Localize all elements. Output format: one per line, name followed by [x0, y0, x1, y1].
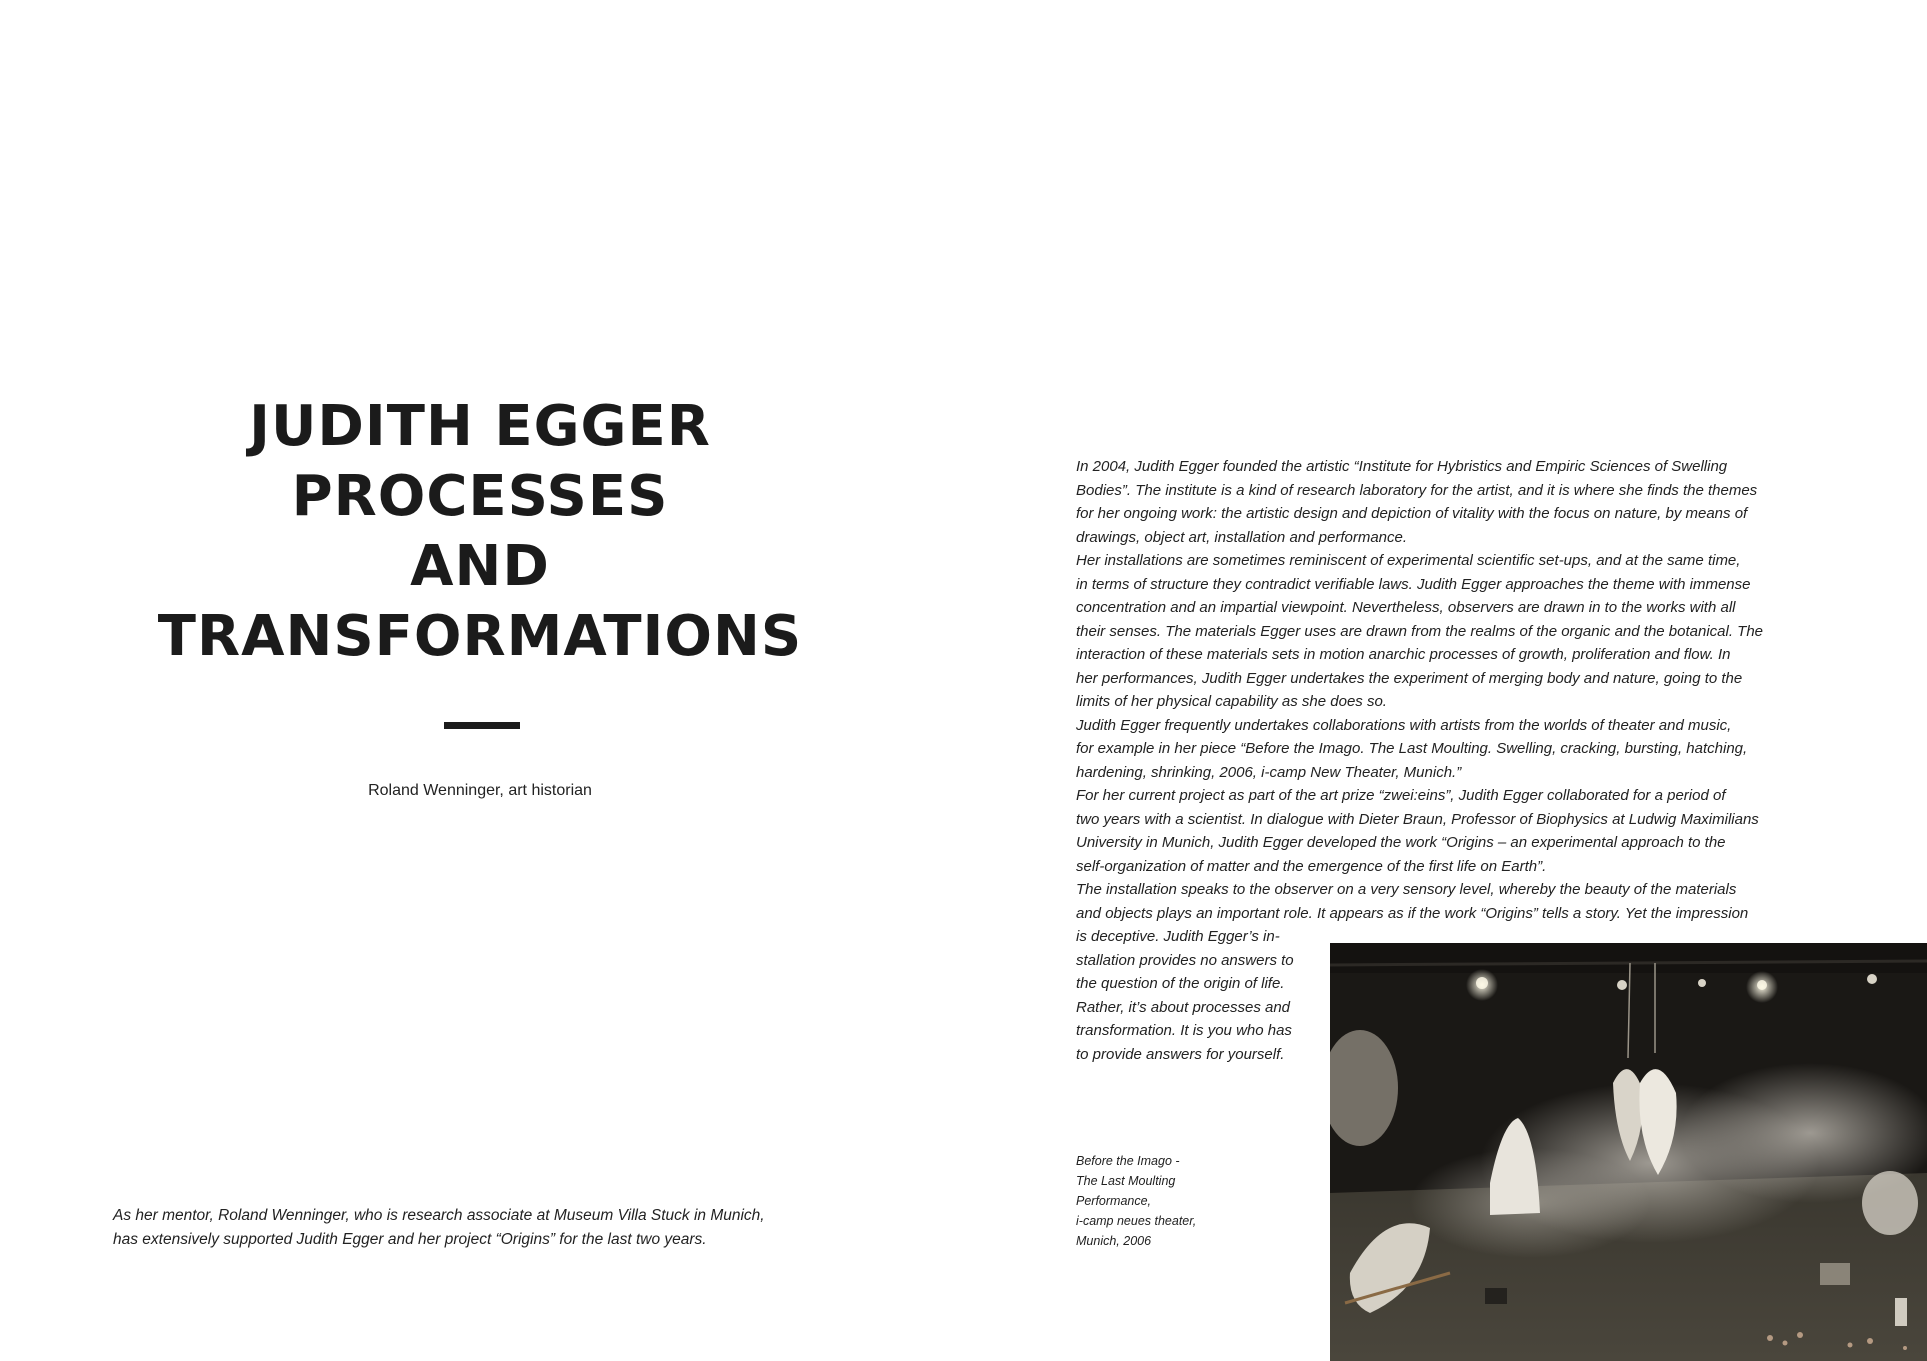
- body-line: her performances, Judith Egger undertakes the experiment of merging body and nature, going to the: [1076, 669, 1743, 687]
- body-line: for her ongoing work: the artistic design and depiction of vitality with the focus on nature, by means of: [1076, 505, 1748, 522]
- body-line: limits of her physical capability as she does so.: [1076, 693, 1387, 710]
- body-line: concentration and an impartial viewpoint. Nevertheless, observers are drawn in to the works with all: [1076, 599, 1736, 616]
- mentor-note: [113, 1204, 813, 1252]
- title-line-1: JUDITH EGGER: [249, 394, 711, 459]
- title-line-4: TRANSFORMATIONS: [157, 604, 803, 669]
- body-line: Rather, it’s about processes and: [1076, 998, 1291, 1016]
- caption-line: Performance,: [1076, 1194, 1152, 1208]
- body-line: self-organization of matter and the emergence of the first life on Earth”.: [1076, 857, 1547, 875]
- body-line: In 2004, Judith Egger founded the artistic “Institute for Hybristics and Empiric Sciences of Swelling: [1076, 458, 1728, 475]
- body-line: their senses. The materials Egger uses are drawn from the realms of the organic and the botanical. The: [1076, 622, 1764, 640]
- body-line: The installation speaks to the observer on a very sensory level, whereby the beauty of the materials: [1076, 881, 1737, 898]
- body-line: interaction of these materials sets in motion anarchic processes of growth, proliferation and flow. In: [1076, 646, 1731, 663]
- body-line: drawings, object art, installation and performance.: [1076, 528, 1408, 546]
- title-line-2: PROCESSES: [291, 464, 669, 529]
- mentor-note-line: has extensively supported Judith Egger and her project “Origins” for the last two years.: [113, 1231, 707, 1248]
- article-title: [150, 392, 810, 672]
- body-line: Bodies”. The institute is a kind of research laboratory for the artist, and it is where she finds the themes: [1076, 481, 1758, 499]
- author-byline: Roland Wenninger, art historian: [368, 782, 592, 799]
- body-line: stallation provides no answers to: [1076, 951, 1294, 969]
- body-line: to provide answers for yourself.: [1076, 1045, 1285, 1063]
- body-line: University in Munich, Judith Egger developed the work “Origins – an experimental approach to the: [1076, 834, 1726, 851]
- caption-line: The Last Moulting: [1076, 1174, 1176, 1188]
- body-line: and objects plays an important role. It appears as if the work “Origins” tells a story. Yet the impression: [1076, 904, 1749, 922]
- body-line: hardening, shrinking, 2006, i-camp New Theater, Munich.”: [1076, 763, 1462, 781]
- caption-line: Before the Imago -: [1076, 1154, 1180, 1168]
- photo-caption: [1076, 1151, 1266, 1251]
- body-line: For her current project as part of the art prize “zwei:eins”, Judith Egger collaborated for a period of: [1076, 787, 1726, 804]
- caption-line: i-camp neues theater,: [1076, 1214, 1197, 1228]
- caption-line: Munich, 2006: [1076, 1234, 1152, 1248]
- body-line: in terms of structure they contradict verifiable laws. Judith Egger approaches the theme with immense: [1076, 575, 1751, 593]
- stage-performance-photo: [1330, 943, 1927, 1361]
- body-line: Judith Egger frequently undertakes collaborations with artists from the worlds of theater and music,: [1076, 716, 1732, 734]
- body-line: the question of the origin of life.: [1076, 975, 1285, 992]
- body-line: Her installations are sometimes reminiscent of experimental scientific set-ups, and at the same time,: [1076, 552, 1741, 569]
- body-line: for example in her piece “Before the Imago. The Last Moulting. Swelling, cracking, bursting, hatching,: [1076, 740, 1748, 757]
- mentor-note-line: As her mentor, Roland Wenninger, who is research associate at Museum Villa Stuck in Munich,: [113, 1207, 765, 1224]
- title-line-3: AND: [410, 534, 550, 599]
- body-line: is deceptive. Judith Egger’s in-: [1076, 928, 1280, 945]
- title-divider: [444, 722, 520, 729]
- body-line: transformation. It is you who has: [1076, 1022, 1292, 1039]
- body-line: two years with a scientist. In dialogue with Dieter Braun, Professor of Biophysics at Ludwig Maximilians: [1076, 810, 1759, 828]
